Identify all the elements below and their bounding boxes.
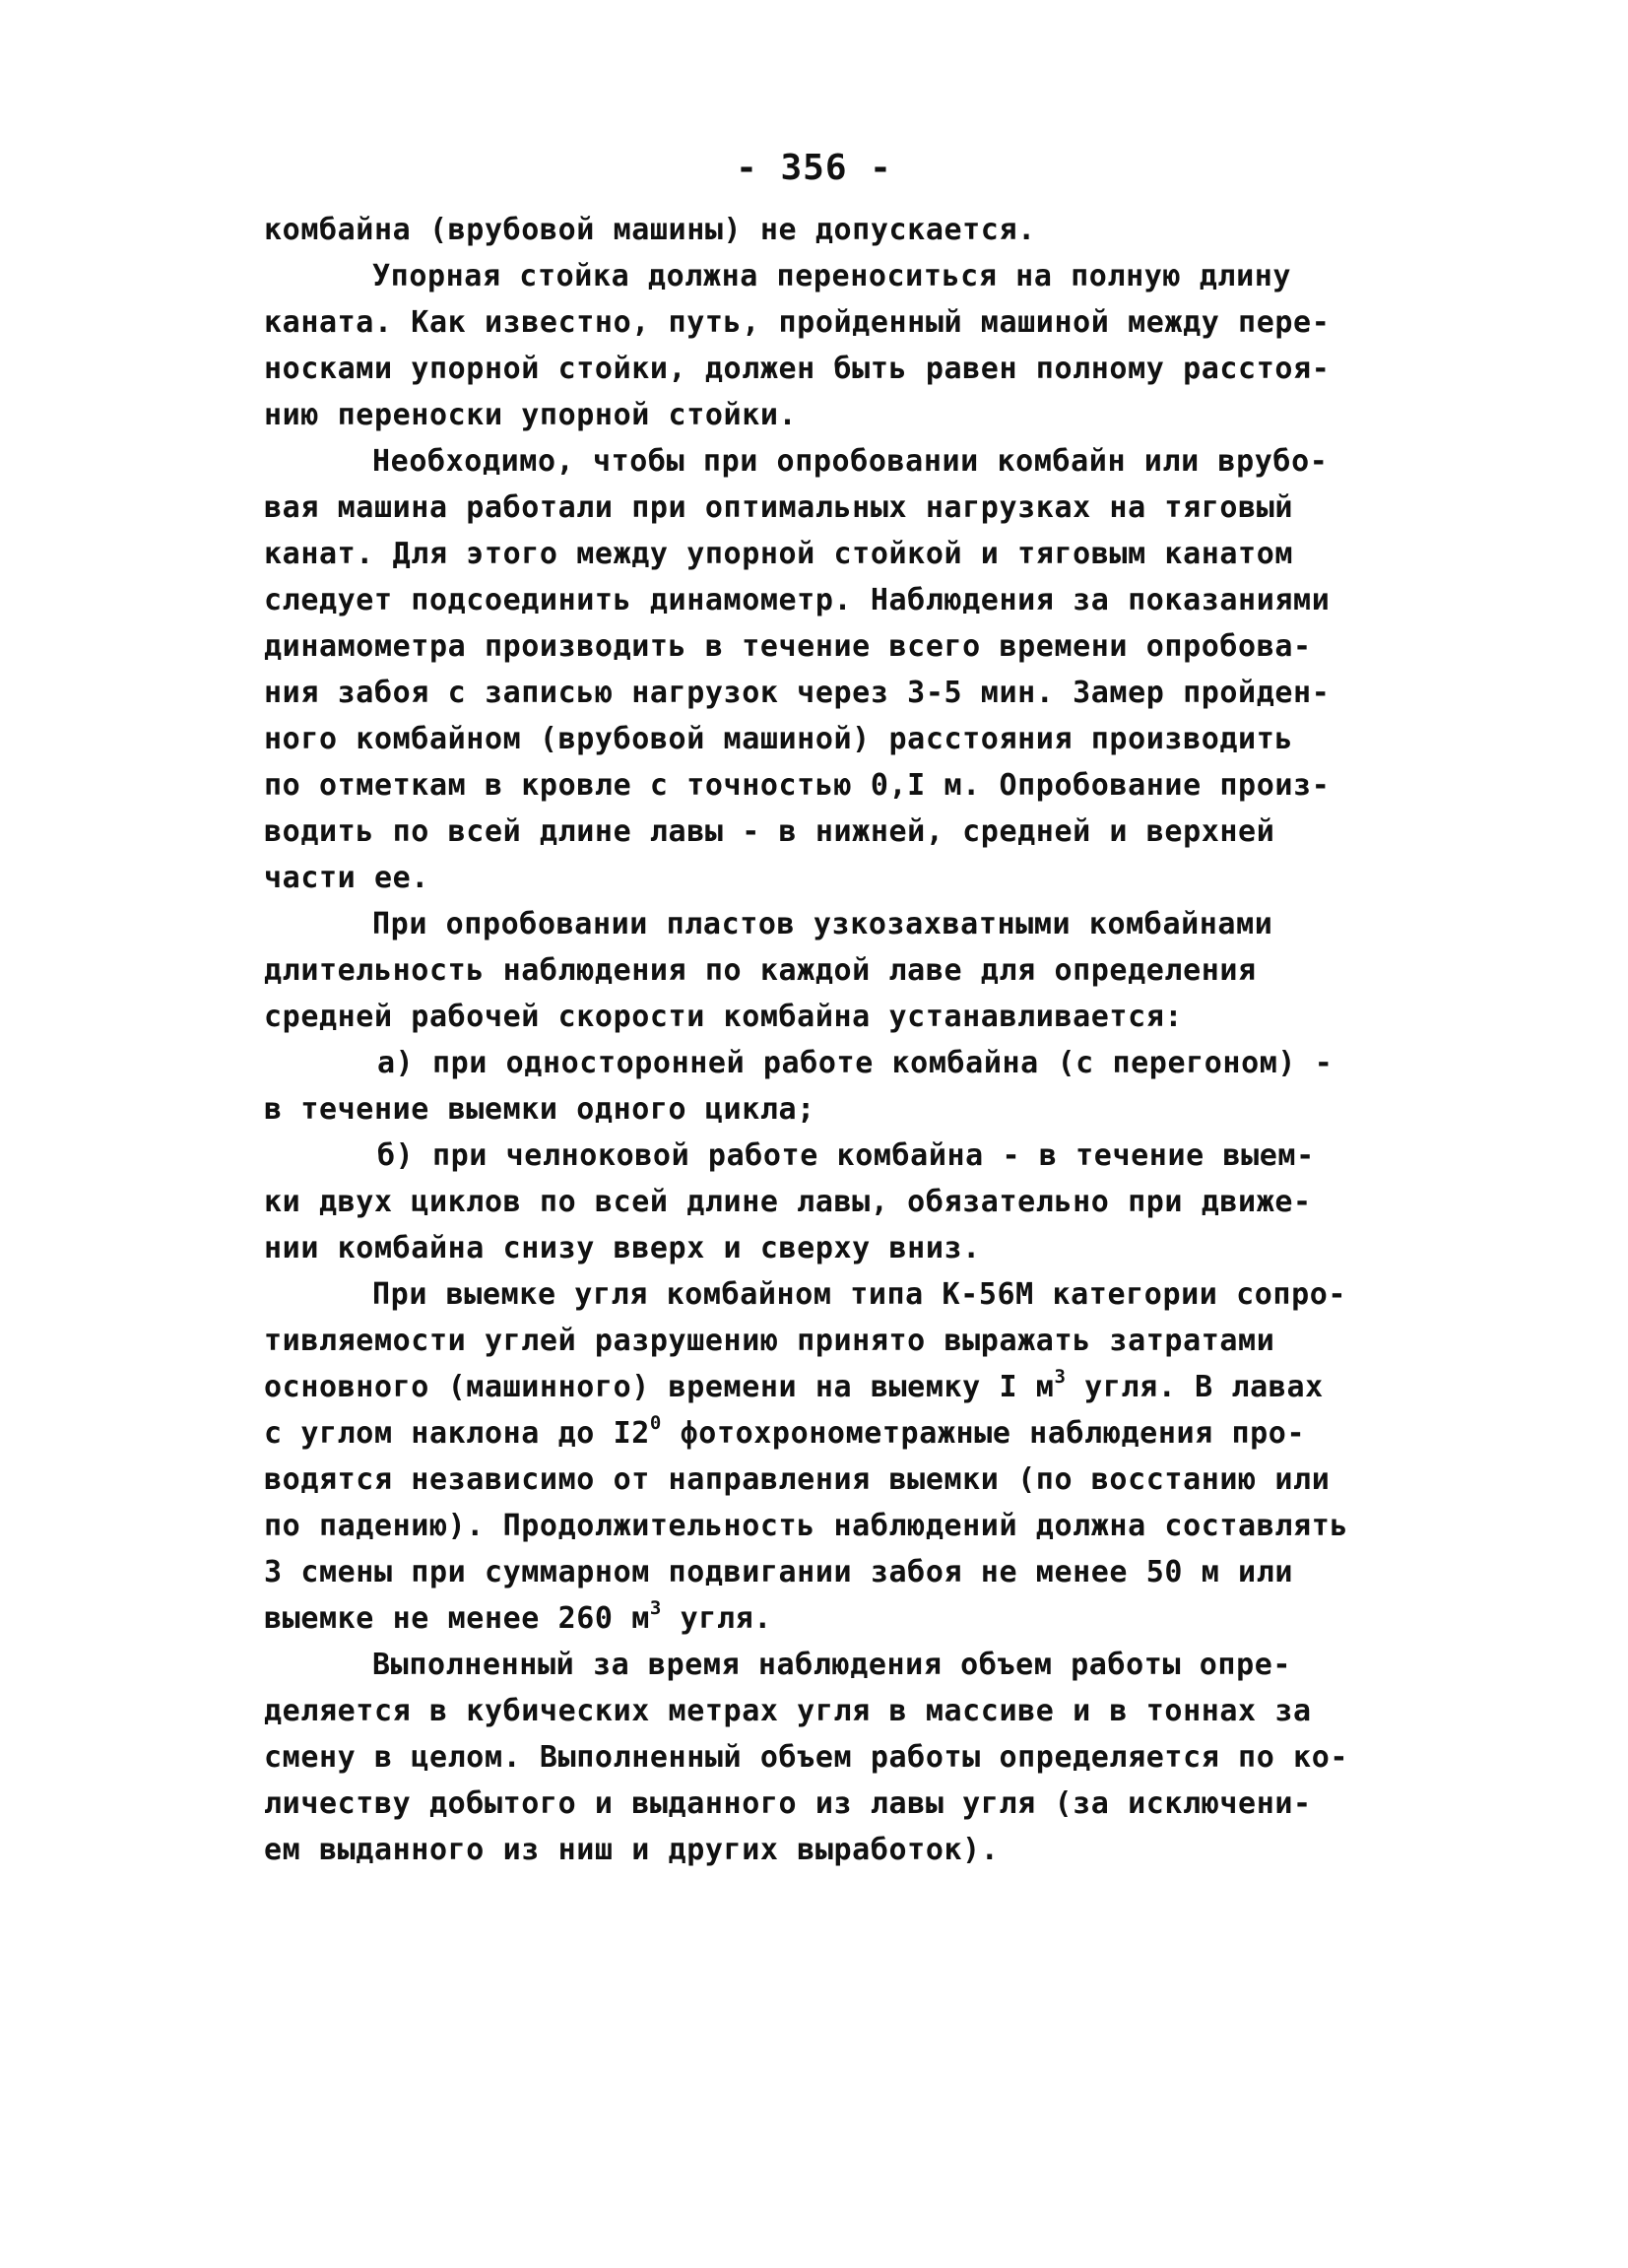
text-line-with-superscript: [264, 1364, 1387, 1410]
paragraph-start: При выемке угля комбайном типа К-56М категории сопро-: [372, 1277, 1347, 1312]
text-line: по падению). Продолжительность наблюдений должна составлять: [264, 1509, 1349, 1543]
text-line: водятся независимо от направления выемки (по восстанию или: [264, 1462, 1331, 1497]
text-line: следует подсоединить динамометр. Наблюдения за показаниями: [264, 583, 1331, 617]
text-line: динамометра производить в течение всего времени опробова-: [264, 629, 1312, 664]
text-line: части ее.: [264, 861, 429, 895]
line-text: фотохронометражные наблюдения про-: [661, 1416, 1306, 1451]
body-text: [264, 207, 1387, 1873]
text-line-with-superscript: [264, 1410, 1387, 1457]
superscript-exponent: 3: [1054, 1366, 1067, 1388]
text-line: ки двух циклов по всей длине лавы, обязательно при движе-: [264, 1185, 1312, 1219]
text-line-with-superscript: [264, 1595, 1387, 1642]
text-line: носками упорной стойки, должен быть равен полному расстоя-: [264, 352, 1331, 386]
paragraph-start: Необходимо, чтобы при опробовании комбайн или врубо-: [372, 444, 1329, 479]
line-text: с углом наклона до I2: [264, 1416, 650, 1451]
text-line: канат. Для этого между упорной стойкой и тяговым канатом: [264, 537, 1294, 571]
text-line: ного комбайном (врубовой машиной) расстояния производить: [264, 722, 1294, 756]
text-line: вая машина работали при оптимальных нагрузках на тяговый: [264, 490, 1294, 525]
text-line: 3 смены при суммарном подвигании забоя не менее 50 м или: [264, 1555, 1294, 1589]
text-line: личеству добытого и выданного из лавы угля (за исключени-: [264, 1786, 1312, 1821]
paragraph-start: Выполненный за время наблюдения объем работы опре-: [372, 1648, 1292, 1682]
line-text: угля.: [661, 1601, 772, 1636]
text-line: водить по всей длине лавы - в нижней, средней и верхней: [264, 814, 1275, 849]
text-line: нии комбайна снизу вверх и сверху вниз.: [264, 1231, 981, 1265]
superscript-exponent: 3: [649, 1597, 662, 1619]
superscript-degree: 0: [649, 1412, 662, 1434]
line-text: выемке не менее 260 м: [264, 1601, 650, 1636]
paragraph-start: При опробовании пластов узкозахватными комбайнами: [372, 907, 1273, 941]
text-line: комбайна (врубовой машины) не допускается.: [264, 213, 1036, 247]
line-text: угля. В лавах: [1066, 1370, 1324, 1404]
text-line: длительность наблюдения по каждой лаве для определения: [264, 953, 1257, 988]
text-line: ния забоя с записью нагрузок через 3-5 мин. Замер пройден-: [264, 676, 1331, 710]
list-item-a: а) при односторонней работе комбайна (с перегоном) -: [377, 1046, 1334, 1080]
text-line: средней рабочей скорости комбайна устанавливается:: [264, 1000, 1184, 1034]
text-line: каната. Как известно, путь, пройденный машиной между пере-: [264, 305, 1331, 340]
text-line: тивляемости углей разрушению принято выражать затратами: [264, 1324, 1275, 1358]
line-text: основного (машинного) времени на выемку I м: [264, 1370, 1055, 1404]
page-number: - 356 -: [736, 148, 892, 188]
text-line: деляется в кубических метрах угля в массиве и в тоннах за: [264, 1694, 1312, 1728]
text-line: по отметкам в кровле с точностью 0,I м. Опробование произ-: [264, 768, 1331, 803]
list-item-b: б) при челноковой работе комбайна - в течение выем-: [377, 1138, 1315, 1173]
paragraph-start: Упорная стойка должна переноситься на полную длину: [372, 259, 1292, 293]
text-line: нию переноски упорной стойки.: [264, 398, 798, 432]
text-line: в течение выемки одного цикла;: [264, 1092, 815, 1127]
text-line: ем выданного из ниш и других выработок).: [264, 1833, 1000, 1867]
text-line: смену в целом. Выполненный объем работы определяется по ко-: [264, 1740, 1349, 1775]
